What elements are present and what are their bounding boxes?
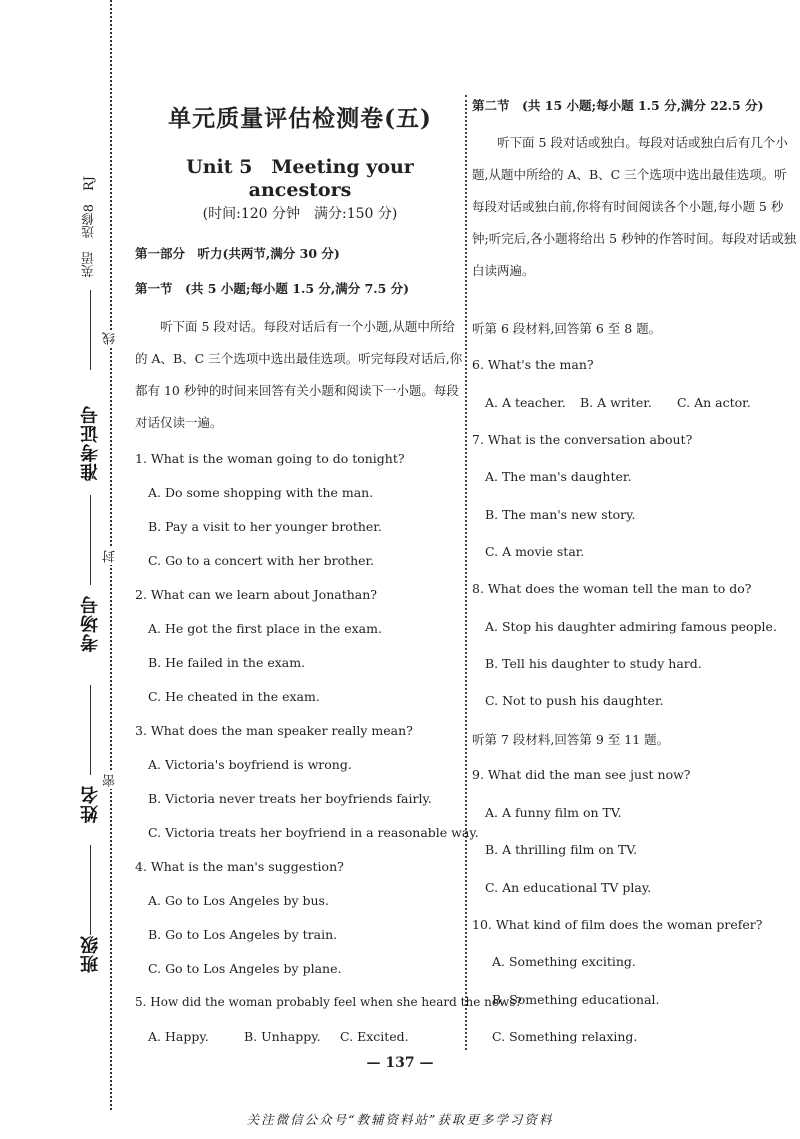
option: A. A teacher. bbox=[485, 395, 566, 410]
option: B. Go to Los Angeles by train. bbox=[148, 927, 338, 942]
cut-mark-xian: 线 bbox=[103, 332, 118, 345]
option: C. Go to Los Angeles by plane. bbox=[148, 961, 342, 976]
option: C. He cheated in the exam. bbox=[148, 689, 320, 704]
question: 1. What is the woman going to do tonight? bbox=[135, 451, 405, 466]
question: 10. What kind of film does the woman prefer? bbox=[472, 917, 763, 932]
question: 2. What can we learn about Jonathan? bbox=[135, 587, 377, 602]
section-instructions: 听下面 5 段对话。每段对话后有一个小题,从题中所给的 A、B、C 三个选项中选出最佳选项。听完每段对话后,你都有 10 秒钟的时间来回答有关小题和阅读下一小题。每段对话仅读一遍。 bbox=[135, 319, 463, 430]
option: A. Do some shopping with the man. bbox=[148, 485, 374, 500]
exam-number-label: 准考证号 bbox=[80, 405, 101, 481]
question: 7. What is the conversation about? bbox=[472, 432, 693, 447]
option: B. Unhappy. bbox=[244, 1029, 321, 1044]
option: C. Not to push his daughter. bbox=[485, 693, 664, 708]
option: B. Victoria never treats her boyfriends fairly. bbox=[148, 791, 432, 806]
answer-line bbox=[90, 685, 91, 775]
answer-line bbox=[90, 495, 91, 585]
option: B. A thrilling film on TV. bbox=[485, 842, 638, 857]
footer-note: 关注微信公众号“教辅资料站”获取更多学习资料 bbox=[246, 1112, 554, 1127]
unit-title: Unit 5 Meeting your ancestors bbox=[186, 156, 414, 201]
page-number: — 137 — bbox=[366, 1055, 434, 1071]
page-title: 单元质量评估检测卷(五) bbox=[168, 105, 432, 132]
option: A. A funny film on TV. bbox=[485, 805, 622, 820]
exam-room-label: 考场号 bbox=[80, 595, 101, 652]
section-heading: 第一节 (共 5 小题;每小题 1.5 分,满分 7.5 分) bbox=[135, 281, 410, 296]
option: C. Excited. bbox=[340, 1029, 409, 1044]
question: 4. What is the man's suggestion? bbox=[135, 859, 344, 874]
name-label: 姓名 bbox=[80, 785, 101, 823]
answer-line bbox=[90, 290, 91, 370]
option: A. Happy. bbox=[148, 1029, 209, 1044]
option: A. Stop his daughter admiring famous people. bbox=[485, 619, 777, 634]
option: C. An actor. bbox=[677, 395, 751, 410]
option: A. Go to Los Angeles by bus. bbox=[148, 893, 329, 908]
question: 6. What's the man? bbox=[472, 357, 594, 372]
option: B. A writer. bbox=[580, 395, 652, 410]
option: B. Tell his daughter to study hard. bbox=[485, 656, 702, 671]
section-heading: 第二节 (共 15 小题;每小题 1.5 分,满分 22.5 分) bbox=[472, 98, 764, 113]
cut-mark-feng: 封 bbox=[103, 550, 118, 563]
class-label: 班级 bbox=[80, 935, 101, 973]
option: A. Victoria's boyfriend is wrong. bbox=[148, 757, 352, 772]
question: 8. What does the woman tell the man to do? bbox=[472, 581, 752, 596]
answer-line bbox=[90, 845, 91, 935]
option: B. The man's new story. bbox=[485, 507, 636, 522]
subject-label: 英语 选修8 RJ bbox=[82, 176, 97, 278]
option: C. Go to a concert with her brother. bbox=[148, 553, 375, 568]
option: B. Something educational. bbox=[492, 992, 660, 1007]
section-instructions: 听下面 5 段对话或独白。每段对话或独白后有几个小题,从题中所给的 A、B、C 三个选项中选出最佳选项。听每段对话或独白前,你将有时间阅读各个小题,每小题 5 秒钟;听完后,各小题将给出 5 秒钟的作答时间。每段对话或独白读两遍。 bbox=[472, 135, 797, 278]
option: C. An educational TV play. bbox=[485, 880, 652, 895]
material-note: 听第 6 段材料,回答第 6 至 8 题。 bbox=[472, 321, 662, 336]
question: 3. What does the man speaker really mean? bbox=[135, 723, 413, 738]
part-heading: 第一部分 听力(共两节,满分 30 分) bbox=[135, 246, 340, 261]
option: C. Victoria treats her boyfriend in a reasonable way. bbox=[148, 825, 479, 840]
option: B. He failed in the exam. bbox=[148, 655, 306, 670]
option: A. The man's daughter. bbox=[485, 469, 632, 484]
question: 9. What did the man see just now? bbox=[472, 767, 691, 782]
option: A. Something exciting. bbox=[492, 954, 636, 969]
option: C. A movie star. bbox=[485, 544, 585, 559]
cut-mark-mi: 密 bbox=[103, 774, 118, 787]
option: C. Something relaxing. bbox=[492, 1029, 638, 1044]
question: 5. How did the woman probably feel when she heard the news? bbox=[135, 995, 522, 1009]
option: B. Pay a visit to her younger brother. bbox=[148, 519, 382, 534]
column-separator bbox=[465, 95, 467, 1050]
material-note: 听第 7 段材料,回答第 9 至 11 题。 bbox=[472, 732, 670, 747]
time-info: (时间:120 分钟 满分:150 分) bbox=[202, 206, 398, 222]
option: A. He got the first place in the exam. bbox=[148, 621, 382, 636]
